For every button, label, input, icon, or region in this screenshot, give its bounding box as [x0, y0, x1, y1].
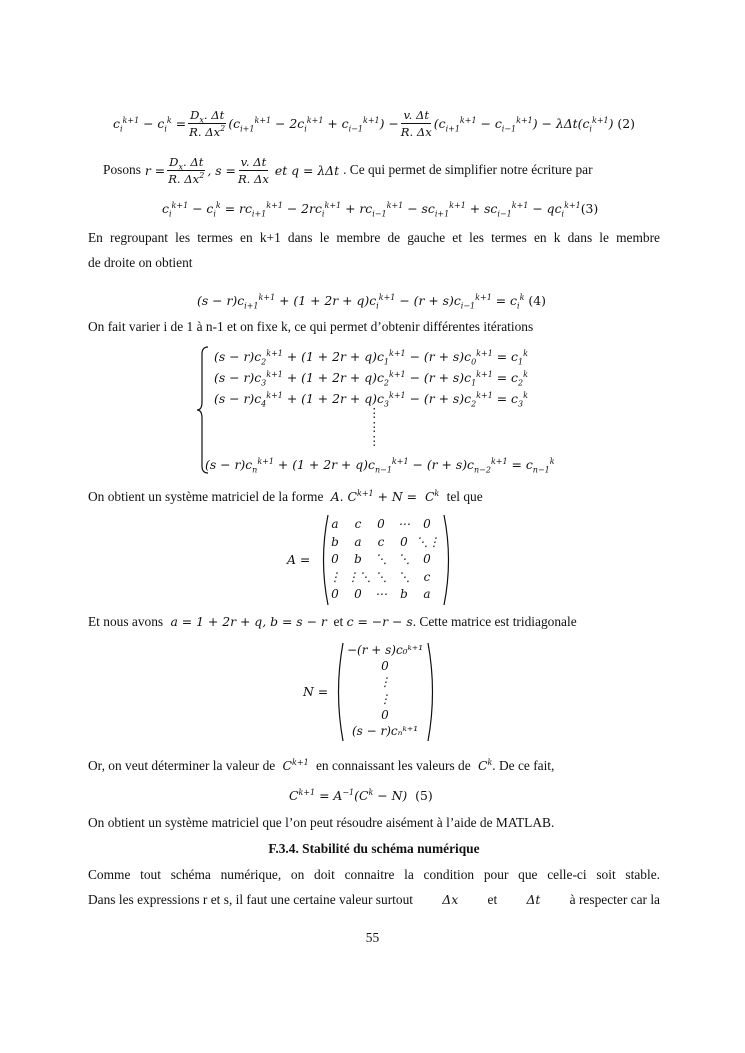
para-or-prefix: Or, on veut déterminer la valeur de: [88, 758, 276, 773]
system-row-2: $(s - r)c_3^{k+1} + (1 + 2r + q)c_2^{k+1} - (r + s)c_1^{k+1} = c_2^k$: [214, 369, 528, 388]
para-avons-prefix: Et nous avons: [88, 614, 164, 629]
para-stab-2: Dans les expressions r et s, il faut une certaine valeur surtout Δx et Δt à respecter car la: [88, 892, 660, 907]
matrix-a-cell: 0: [377, 517, 385, 531]
matrix-a-cell: 0: [331, 552, 339, 566]
equation-3-label: (3): [580, 200, 599, 216]
matrix-a-cell: b: [354, 552, 362, 566]
left-brace: [196, 346, 210, 474]
posons-line: Posons r = $\frac{D_x. \Delta t}{R. \Delta x^2}$ , s = $\frac{v. \Delta t}{R. \Delta x}$ et q = λΔt . Ce qui permet de simplifier notre écriture par: [103, 154, 593, 186]
matrix-a-cell: ⋱: [375, 569, 387, 584]
posons-suffix: . Ce qui permet de simplifier notre écriture par: [343, 162, 593, 177]
matrix-a-cell: ⋯: [398, 517, 410, 531]
equation-3: $c_i^{k+1} - c_i^k = rc_{i+1}^{k+1} - 2rc_i^{k+1} + rc_{i-1}^{k+1} - sc_{i+1}^{k+1} + sc_{i-1}^{k+1} - qc_i^{k+1}$ (3): [162, 200, 599, 218]
matrix-a-cell: a: [423, 587, 431, 601]
para-systeme: On obtient un système matriciel de la forme A. $C^{k+1} + N = C^k$ tel que: [88, 488, 483, 504]
matrix-a-cell: 0: [423, 517, 431, 531]
para-stab-2-and: et: [487, 892, 498, 907]
para-stab-2-suffix: à respecter car la: [569, 892, 660, 907]
matrix-a: [324, 517, 444, 605]
vector-n-cell: ⋮: [379, 675, 391, 690]
para-regroupant-2: de droite on obtient: [88, 255, 193, 270]
para-or-suffix: . De ce fait,: [492, 758, 555, 773]
para-regroupant-1: En regroupant les termes en k+1 dans le membre de gauche et les termes en k dans le membre: [88, 230, 660, 245]
matrix-a-cell: 0: [400, 534, 408, 549]
para-iterations: On fait varier i de 1 à n-1 et on fixe k, ce qui permet d’obtenir différentes itérations: [88, 319, 534, 334]
matrix-a-cell: c: [354, 517, 362, 531]
matrix-a-cell: ⋮⋱: [347, 569, 371, 584]
vector-n-label: N =: [303, 684, 329, 699]
system-row-n: $(s - r)c_n^{k+1} + (1 + 2r + q)c_{n-1}^{k+1} - (r + s)c_{n-2}^{k+1} = c_{n-1}^k$: [205, 456, 555, 475]
matrix-a-cell: ⋮: [329, 569, 341, 584]
system-row-1: $(s - r)c_2^{k+1} + (1 + 2r + q)c_1^{k+1} - (r + s)c_0^{k+1} = c_1^k$: [214, 348, 528, 367]
para-avons: Et nous avons a = 1 + 2r + q, b = s − r et c = −r − s. Cette matrice est tridiagonale: [88, 614, 577, 629]
matrix-a-cell: ⋱: [375, 552, 387, 566]
vector-n-cell: ⋮: [379, 691, 391, 706]
matrix-a-cell: 0: [331, 587, 339, 601]
matrix-a-cell: c: [377, 534, 385, 549]
matrix-a-cell: 0: [354, 587, 362, 601]
equation-5-label: (5): [415, 787, 433, 803]
matrix-a-cell: ⋱: [398, 569, 410, 584]
page-number: 55: [365, 930, 380, 945]
system-dots: ⋮ ⋮ ⋮: [368, 405, 381, 448]
matrix-a-cell: ⋯: [375, 587, 387, 601]
vector-n: [340, 643, 430, 741]
matrix-a-cell: ⋱: [398, 552, 410, 566]
para-or: Or, on veut déterminer la valeur de $C^{k+1}$ en connaissant les valeurs de $C^k$. De ce fait,: [88, 757, 555, 773]
matrix-a-cell: b: [400, 587, 408, 601]
equation-5: $C^{k+1} = A^{-1}(C^k - N)$ (5): [289, 787, 433, 803]
system-row-3: $(s - r)c_4^{k+1} + (1 + 2r + q)c_3^{k+1} - (r + s)c_2^{k+1} = c_3^k$: [214, 390, 528, 409]
matrix-a-cell: a: [331, 517, 339, 531]
para-stab-1: Comme tout schéma numérique, on doit connaitre la condition pour que celle-ci soit stable.: [88, 867, 660, 882]
equation-4-label: (4): [528, 292, 546, 308]
equation-4: $(s - r)c_{i+1}^{k+1} + (1 + 2r + q)c_i^{k+1} - (r + s)c_{i-1}^{k+1} = c_i^k$ (4): [197, 292, 546, 310]
para-systeme-prefix: On obtient un système matriciel de la forme: [88, 489, 324, 504]
matrix-a-cell: c: [423, 569, 431, 584]
matrix-a-label: A =: [287, 552, 311, 567]
vector-n-cell: 0: [381, 707, 389, 722]
para-or-mid: en connaissant les valeurs de: [315, 758, 471, 773]
matrix-a-cell: 0: [423, 552, 431, 566]
matrix-a-cell: b: [331, 534, 339, 549]
posons-prefix: Posons: [103, 162, 141, 177]
equation-2-label: (2): [617, 115, 635, 131]
para-matlab: On obtient un système matriciel que l’on peut résoudre aisément à l’aide de MATLAB.: [88, 815, 555, 830]
vector-n-cell: 0: [381, 659, 389, 674]
para-systeme-suffix: tel que: [446, 489, 483, 504]
para-stab-2-prefix: Dans les expressions r et s, il faut une certaine valeur surtout: [88, 892, 413, 907]
vector-n-cell: −(r + s)c₀ᵏ⁺¹: [346, 643, 424, 657]
matrix-a-cell: ⋱⋮: [416, 534, 440, 549]
para-avons-suffix: . Cette matrice est tridiagonale: [412, 614, 577, 629]
matrix-a-cell: a: [354, 534, 362, 549]
equation-2: $c_i^{k+1} - c_i^k$ = $\frac{D_x. \Delta t}{R. \Delta x^2}$ $(c_{i+1}^{k+1} - 2c_i^{k+1} + c_{i-1}^{k+1})$ − $\frac{v. \Delta t}{R. \Delta x}$ $(c_{i+1}^{k+1} - c_{i-1}^{k+1}) - \lambda\Delta t(c_i^{k+1})$ (2): [113, 107, 635, 139]
vector-n-cell: (s − r)cₙᵏ⁺¹: [351, 724, 419, 738]
section-title: F.3.4. Stabilité du schéma numérique: [268, 841, 480, 856]
